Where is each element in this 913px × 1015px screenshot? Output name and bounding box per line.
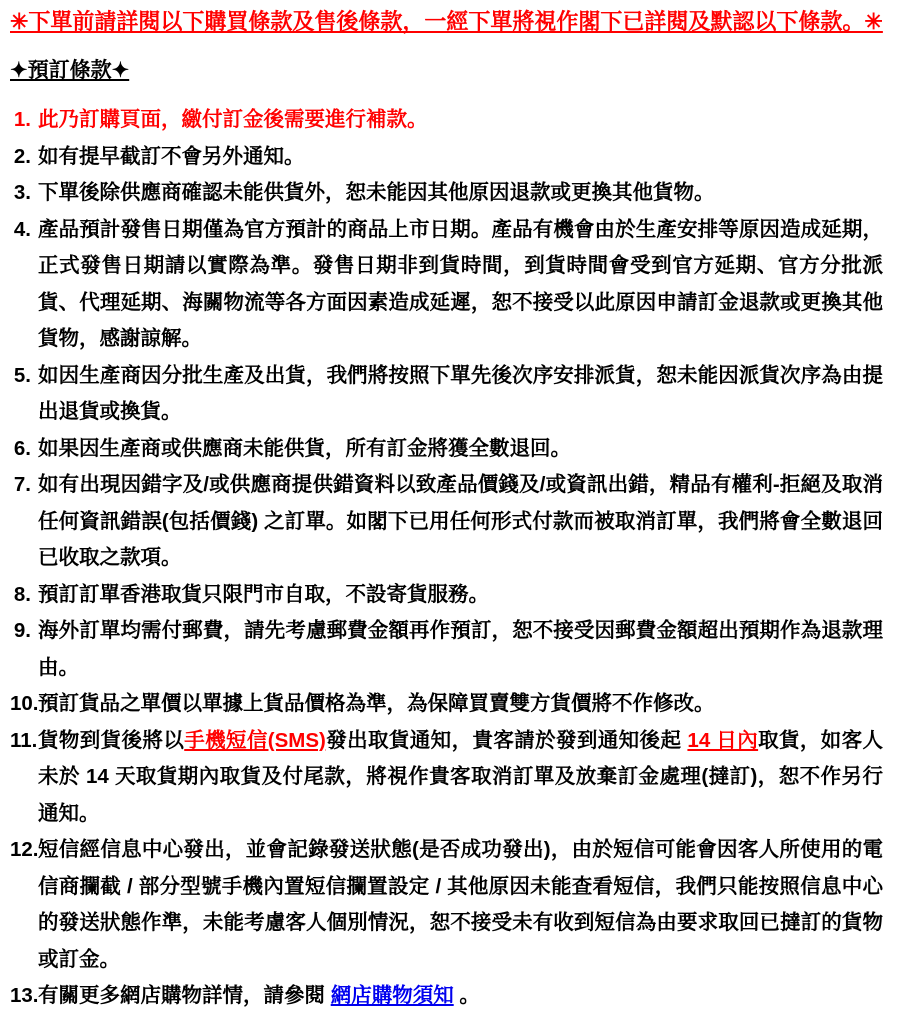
term-number: 12. [10,838,39,861]
term-text [38,583,489,606]
store-shopping-guide-link[interactable]: 網店購物須知 [330,984,454,1007]
term-text [38,729,883,825]
term-text-segment: 海外訂單均需付郵費，請先考慮郵費金額再作預訂，恕不接受因郵費金額超出預期作為退款理由。 [38,619,883,679]
emphasis-text: 此乃訂購頁面，繳付訂金後需要進行補款。 [38,108,428,131]
term-item [10,358,883,431]
term-item [10,102,883,139]
term-text-segment: 如有出現因錯字及/或供應商提供錯資料以致產品價錢及/或資訊出錯，精品有權利-拒絕及取消任何資訊錯誤(包括價錢) 之訂單。如閣下已用任何形式付款而被取消訂單，我們將會全數退回已收取之款項。 [38,473,883,569]
term-text [38,145,305,168]
term-text-segment: 如因生產商因分批生產及出貨，我們將按照下單先後次序安排派貨，恕未能因派貨次序為由提出退貨或換貨。 [38,363,883,423]
term-text [38,218,883,351]
term-number: 13. [10,984,39,1007]
term-number: 11. [10,728,38,752]
term-text-segment: 預訂貨品之單價以單據上貨品價格為準，為保障買賣雙方貨價將不作修改。 [38,692,715,715]
term-item [10,175,883,212]
term-text-segment: 如果因生產商或供應商未能供貨，所有訂金將獲全數退回。 [38,436,571,460]
term-text [38,692,715,715]
term-text [38,437,571,460]
term-text [38,108,428,131]
term-item [10,832,883,978]
term-text-segment: 有關更多網店購物詳情，請參閱 [38,984,331,1007]
term-item [10,723,883,833]
term-text-segment: 短信經信息中心發出，並會記錄發送狀態(是否成功發出)，由於短信可能會因客人所使用的電信商攔截 / 部分型號手機內置短信攔置設定 / 其他原因未能查看短信，我們只能按照信息中心的發送狀態作準，未能考慮客人個別情況，恕不接受未有收到短信為由要求取回已撻訂的貨物或訂金。 [38,838,883,971]
term-text [38,181,715,204]
term-item [10,577,883,614]
emphasis-text: 手機短信(SMS) [184,728,326,752]
term-number: 7. [13,473,31,496]
term-text-segment: 發出取貨通知，貴客請於發到通知後起 [325,728,688,752]
term-text [38,984,480,1007]
section-heading: ✦預訂條款✦ [10,59,130,82]
notice-banner: ✳下單前請詳閱以下購買條款及售後條款，一經下單將視作閣下已詳閱及默認以下條款。✳ [10,9,883,34]
term-item [10,978,883,1015]
term-item [10,431,883,468]
emphasis-text: 14 日內 [687,728,759,752]
term-number: 1. [13,108,31,131]
term-text [38,619,883,679]
term-text-segment: 。 [453,984,480,1007]
term-text-segment: 取貨，如客人未於 14 天取貨期內取貨及付尾款，將視作貴客取消訂單及放棄訂金處理(撻訂)，恕不作另行通知。 [38,728,884,825]
term-number: 4. [13,217,31,241]
term-item [10,139,883,176]
term-text-segment: 貨物到貨後將以 [38,728,185,752]
term-item [10,613,883,686]
term-item [10,686,883,723]
term-text-segment: 產品預計發售日期僅為官方預計的商品上市日期。產品有機會由於生產安排等原因造成延期，正式發售日期請以實際為準。發售日期非到貨時間，到貨時間會受到官方延期、官方分批派貨、代理延期、海關物流等各方面因素造成延遲，恕不接受以此原因申請訂金退款或更換其他貨物，感謝諒解。 [38,217,883,350]
term-number: 8. [13,582,31,606]
preorder-terms-page [10,6,883,1015]
term-text [38,473,883,569]
term-text [38,364,883,424]
term-number: 6. [13,436,31,460]
term-item [10,212,883,358]
terms-list [10,102,883,1015]
term-text-segment: 預訂訂單香港取貨只限門市自取，不設寄貨服務。 [38,582,489,606]
term-text [38,838,883,971]
term-text-segment: 下單後除供應商確認未能供貨外，恕未能因其他原因退款或更換其他貨物。 [38,181,715,204]
term-number: 10. [10,692,39,715]
term-number: 9. [13,619,31,642]
term-item [10,467,883,577]
term-number: 5. [13,363,31,387]
term-number: 3. [13,181,31,204]
term-number: 2. [13,144,31,168]
term-text-segment: 如有提早截訂不會另外通知。 [38,144,305,168]
